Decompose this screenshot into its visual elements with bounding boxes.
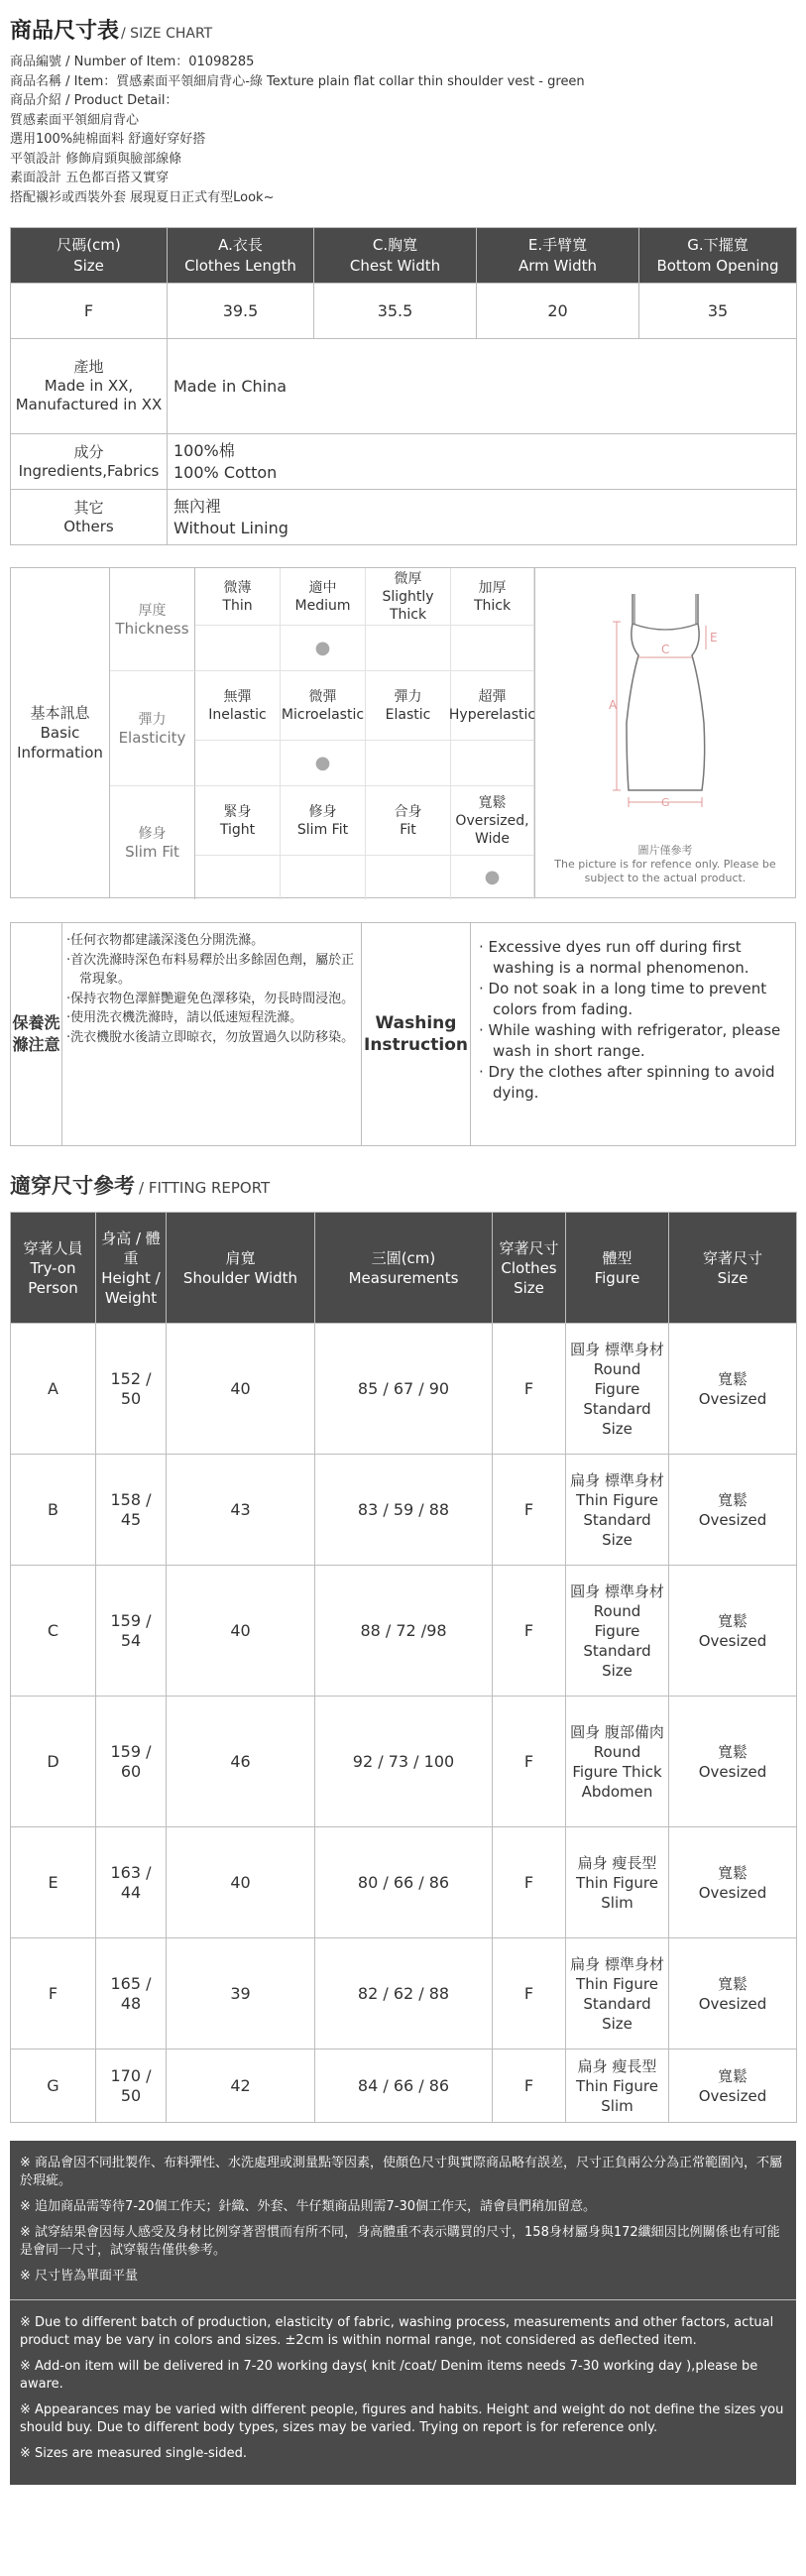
size-zh: 寬鬆 (717, 2066, 748, 2085)
value-en: Without Lining (173, 518, 288, 537)
header-en: Arm Width (518, 256, 598, 275)
size-header-size (11, 228, 168, 284)
fit-cell-size (669, 1455, 797, 1566)
header-zh: G.下擺寬 (687, 235, 748, 254)
label-en: Ingredients,Fabrics (18, 461, 160, 480)
fit-cell-hw: 165 / 48 (96, 1938, 167, 2049)
size-header-length (168, 228, 314, 284)
fit-cell-p: G (11, 2049, 96, 2123)
size-zh: 寬鬆 (717, 1369, 748, 1388)
fabric-value (168, 434, 797, 490)
fit-cell-cs: F (493, 1938, 566, 2049)
label-line: Instruction (364, 1035, 468, 1055)
option-en: Hyperelastic (448, 706, 536, 723)
origin-label (11, 339, 168, 434)
thickness-option (195, 568, 281, 626)
label-line: Washing (375, 1013, 457, 1033)
option-en: Tight (219, 821, 256, 838)
size-cell: 20 (477, 284, 639, 339)
option-en: Elastic (385, 706, 431, 723)
fit-cell-hw: 170 / 50 (96, 2049, 167, 2123)
fit-cell-sw: 46 (167, 1697, 315, 1827)
fit-cell-cs: F (493, 1697, 566, 1827)
category-en: Elasticity (118, 728, 186, 747)
option-zh: 微厚 (394, 570, 422, 587)
size-en: Ovesized (698, 2086, 767, 2105)
fit-cell-figure (566, 1566, 669, 1697)
header-zh: 三圍(cm) (371, 1248, 436, 1267)
fit-cell-figure (566, 1697, 669, 1827)
category-en: Slim Fit (125, 843, 179, 861)
option-zh: 寬鬆 (478, 794, 507, 811)
header-en: Height / Weight (101, 1268, 161, 1307)
figure-en: Round Figure Thick Abdomen (572, 1742, 662, 1801)
fit-row (11, 1455, 797, 1566)
washing-item-zh: ·使用洗衣機洗滌時，請以低速短程洗滌。 (66, 1010, 303, 1025)
title-zh: 商品尺寸表 (10, 19, 120, 44)
fit-header (493, 1213, 566, 1324)
option-zh: 彈力 (394, 688, 422, 705)
option-en: Slightly Thick (382, 588, 434, 623)
size-en: Ovesized (698, 1994, 767, 2013)
header-zh: 穿著尺寸 (702, 1248, 762, 1267)
header-zh: E.手臂寬 (527, 235, 588, 254)
header-zh: 穿著人員 (23, 1238, 83, 1257)
value-zh: 100%棉 (173, 440, 235, 460)
fit-cell-m: 84 / 66 / 86 (315, 2049, 493, 2123)
fit-row (11, 2049, 797, 2123)
size-zh: 寬鬆 (717, 1742, 748, 1761)
fabric-row (11, 434, 797, 490)
thickness-dot-slot (366, 626, 451, 671)
fit-cell-p: E (11, 1827, 96, 1938)
product-info (10, 53, 796, 207)
thickness-option (451, 568, 534, 626)
item-number: 商品編號 / Number of Item：01098285 (10, 55, 255, 69)
basic-information (10, 567, 796, 898)
note-en: ※ Add-on item will be delivered in 7-20 working days( knit /coat/ Denim items needs 7-30 working day ),please be aware. (20, 2359, 758, 2392)
fit-cell-size (669, 1827, 797, 1938)
option-zh: 微薄 (223, 579, 252, 596)
category-zh: 彈力 (138, 711, 167, 728)
option-zh: 緊身 (223, 803, 252, 820)
fit-cell-p: D (11, 1697, 96, 1827)
figure-en: Thin Figure Slim (576, 2076, 658, 2115)
thickness-category (110, 568, 195, 671)
option-en: Medium (294, 597, 351, 614)
fit-cell-sw: 42 (167, 2049, 315, 2123)
washing-list-en (471, 923, 795, 1145)
header-zh: 穿著尺寸 (499, 1238, 559, 1257)
fit-cell-figure (566, 1938, 669, 2049)
option-en: Thick (473, 597, 512, 614)
header-en: Chest Width (349, 256, 441, 275)
garment-figure (534, 568, 795, 897)
vest-diagram-icon (535, 574, 785, 822)
header-en: Bottom Opening (656, 256, 779, 275)
figure-en: Thin Figure Slim (576, 1873, 658, 1912)
washing-list-zh (62, 923, 362, 1145)
value-en: 100% Cotton (173, 462, 278, 482)
note-en: ※ Due to different batch of production, elasticity of fabric, washing process, measurements and other factors, actual product may be vary in colors and sizes. ±2cm is within normal range, not considered as deflected item. (20, 2315, 774, 2348)
size-zh: 寬鬆 (717, 1863, 748, 1882)
header-en: Clothes Size (501, 1258, 557, 1297)
option-en: Microelastic (281, 706, 365, 723)
fit-cell-cs: F (493, 2049, 566, 2123)
detail-line: 平領設計 修飾肩頸與臉部線條 (10, 151, 182, 167)
size-header-chest (314, 228, 477, 284)
fit-cell-size (669, 1324, 797, 1455)
header-zh: 尺碼(cm) (57, 235, 121, 254)
fit-cell-m: 88 / 72 /98 (315, 1566, 493, 1697)
fit-cell-p: B (11, 1455, 96, 1566)
option-en: Slim Fit (296, 821, 349, 838)
option-zh: 適中 (308, 579, 337, 596)
category-en: Thickness (115, 619, 189, 638)
label-en: Manufactured in XX (15, 396, 163, 413)
fit-cell-m: 83 / 59 / 88 (315, 1455, 493, 1566)
thickness-selected-dot-icon: ● (281, 626, 366, 671)
caption-zh: 圖片僅參考 (637, 844, 693, 857)
size-cell: 35 (639, 284, 797, 339)
detail-heading: 商品介紹 / Product Detail： (10, 93, 178, 108)
detail-line: 質感素面平領細肩背心 (10, 112, 140, 128)
fabric-label (11, 434, 168, 490)
fit-option (281, 786, 366, 856)
figure-zh: 圓身 標準身材 (570, 1340, 664, 1358)
option-en: Thin (222, 597, 253, 614)
figure-en: Round Figure Standard Size (583, 1359, 651, 1438)
header-en: Size (717, 1268, 748, 1287)
fit-header (167, 1213, 315, 1324)
caption-en: The picture is for refence only. Please be subject to the actual product. (554, 858, 776, 884)
fit-cell-hw: 159 / 54 (96, 1566, 167, 1697)
elasticity-selected-dot-icon: ● (281, 741, 366, 786)
fit-cell-m: 82 / 62 / 88 (315, 1938, 493, 2049)
label-en: Information (17, 744, 103, 761)
others-label (11, 490, 168, 545)
fit-cell-figure (566, 1324, 669, 1455)
notes-divider (10, 2299, 796, 2300)
header-zh: 體型 (602, 1248, 633, 1267)
detail-line: 搭配襯衫或西裝外套 展現夏日正式有型Look~ (10, 189, 275, 205)
elasticity-option (195, 671, 281, 741)
option-en: Fit (400, 821, 416, 838)
size-zh: 寬鬆 (717, 1490, 748, 1509)
fit-cell-size (669, 1697, 797, 1827)
washing-item-zh: ·保持衣物色澤鮮艷避免色澤移染，勿長時間浸泡。 (66, 991, 355, 1006)
header-en: Measurements (348, 1268, 459, 1287)
elasticity-dot-slot (195, 741, 281, 786)
fit-row (11, 1324, 797, 1455)
note-en: ※ Sizes are measured single-sided. (20, 2446, 248, 2461)
washing-item-en: · Dry the clothes after spinning to avoid dying. (479, 1063, 775, 1102)
header-zh: 肩寬 (225, 1248, 256, 1267)
fit-header (669, 1213, 797, 1324)
option-zh: 超彈 (478, 688, 507, 705)
category-zh: 厚度 (138, 602, 167, 619)
size-zh: 寬鬆 (717, 1974, 748, 1993)
attribute-grid (110, 568, 534, 897)
fit-header (566, 1213, 669, 1324)
header-zh: 身高 / 體重 (101, 1229, 161, 1267)
note-en: ※ Appearances may be varied with different people, figures and habits. Height and weight do not define the sizes you should buy. Due to different body types, sizes may be varied. Trying on report is for reference only. (20, 2402, 784, 2435)
fit-option (451, 786, 534, 856)
fit-cell-size (669, 1566, 797, 1697)
detail-line: 選用100%純棉面料 舒適好穿好搭 (10, 132, 206, 147)
fit-header-row (11, 1213, 797, 1324)
label-zh: 其它 (73, 498, 104, 517)
fit-cell-hw: 158 / 45 (96, 1455, 167, 1566)
fit-header (315, 1213, 493, 1324)
washing-item-zh: ·任何衣物都建議深淺色分開洗滌。 (66, 933, 265, 948)
elasticity-category (110, 671, 195, 786)
size-header-row (11, 228, 797, 284)
fit-cell-m: 80 / 66 / 86 (315, 1827, 493, 1938)
washing-label-zh: 保養洗滌注意 (11, 923, 62, 1145)
fit-row (11, 1566, 797, 1697)
size-table (10, 227, 797, 545)
figure-zh: 扁身 標準身材 (570, 1954, 664, 1973)
fitting-report-title (10, 1170, 796, 1200)
option-zh: 修身 (308, 803, 337, 820)
header-en: Size (73, 256, 104, 275)
fit-option (366, 786, 451, 856)
size-cell: 35.5 (314, 284, 477, 339)
fit-row (11, 1938, 797, 2049)
label-zh: 基本訊息 (30, 704, 90, 722)
fit-cell-sw: 40 (167, 1566, 315, 1697)
size-en: Ovesized (698, 1762, 767, 1781)
figure-zh: 扁身 瘦長型 (577, 1853, 657, 1872)
fit-cell-cs: F (493, 1455, 566, 1566)
figure-en: Thin Figure Standard Size (576, 1974, 658, 2033)
size-en: Ovesized (698, 1883, 767, 1902)
title-en: / SIZE CHART (121, 26, 213, 42)
label-en: Made in XX, (44, 377, 134, 395)
fit-cell-hw: 163 / 44 (96, 1827, 167, 1938)
size-en: Ovesized (698, 1389, 767, 1408)
figure-zh: 圓身 標準身材 (570, 1581, 664, 1600)
fit-table-body (11, 1324, 797, 2123)
option-zh: 合身 (394, 803, 422, 820)
thickness-dot-slot (195, 626, 281, 671)
figure-zh: 扁身 標準身材 (570, 1470, 664, 1489)
fit-dot-slot (195, 856, 281, 899)
origin-row (11, 339, 797, 434)
fit-cell-hw: 159 / 60 (96, 1697, 167, 1827)
option-en: Oversized, Wide (455, 812, 529, 847)
label-zh: 產地 (73, 358, 104, 376)
header-zh: A.衣長 (218, 235, 263, 254)
header-en: Figure (594, 1268, 640, 1287)
header-en: Try-on Person (28, 1258, 78, 1297)
fit-dot-slot (366, 856, 451, 899)
option-zh: 無彈 (223, 688, 252, 705)
fit-cell-figure (566, 1827, 669, 1938)
size-chart-title (10, 14, 796, 45)
option-zh: 加厚 (478, 579, 507, 596)
fit-cell-p: F (11, 1938, 96, 2049)
figure-en: Thin Figure Standard Size (576, 1490, 658, 1549)
size-en: Ovesized (698, 1510, 767, 1529)
fit-cell-hw: 152 / 50 (96, 1324, 167, 1455)
fit-cell-sw: 43 (167, 1455, 315, 1566)
fit-header (11, 1213, 96, 1324)
size-header-arm (477, 228, 639, 284)
washing-label-en (362, 923, 471, 1145)
note-zh: ※ 商品會因不同批製作、布料彈性、水洗處理或測量點等因素，使顏色尺寸與實際商品略有誤差，尺寸正負兩公分為正常範圍內，不屬於瑕疵。 (20, 2156, 783, 2188)
thickness-option (281, 568, 366, 626)
thickness-dot-slot (451, 626, 534, 671)
elasticity-dot-slot (366, 741, 451, 786)
others-value (168, 490, 797, 545)
notes-box (10, 2141, 796, 2485)
washing-item-zh: ·首次洗滌時深色布料易釋於出多餘固色劑，屬於正常現象。 (66, 952, 355, 987)
others-row (11, 490, 797, 545)
figure-zh: 扁身 瘦長型 (577, 2056, 657, 2075)
fit-cell-p: A (11, 1324, 96, 1455)
fit-cell-cs: F (493, 1324, 566, 1455)
size-row-f (11, 284, 797, 339)
item-name: 商品名稱 / Item：質感素面平領細肩背心-綠 Texture plain flat collar thin shoulder vest - green (10, 73, 585, 89)
label-en: Others (63, 517, 114, 535)
fit-title-en: / FITTING REPORT (139, 1179, 271, 1197)
elasticity-option (366, 671, 451, 741)
note-zh: ※ 尺寸皆為單面平量 (20, 2269, 139, 2283)
note-zh: ※ 試穿結果會因每人感受及身材比例穿著習慣而有所不同，身高體重不表示購買的尺寸，158身材屬身與172纖細因比例關係也有可能是會同一尺寸，試穿報告僅供參考。 (20, 2225, 780, 2258)
size-cell: F (11, 284, 168, 339)
thickness-option (366, 568, 451, 626)
fit-cell-m: 85 / 67 / 90 (315, 1324, 493, 1455)
elasticity-option (448, 671, 536, 741)
size-cell: 39.5 (168, 284, 314, 339)
fit-cell-cs: F (493, 1827, 566, 1938)
fit-cell-sw: 40 (167, 1324, 315, 1455)
figure-zh: 圓身 腹部備肉 (570, 1722, 664, 1741)
fit-cell-size (669, 2049, 797, 2123)
basic-info-label (11, 568, 110, 897)
fit-cell-cs: F (493, 1566, 566, 1697)
figure-caption (535, 844, 795, 885)
fit-selected-dot-icon: ● (451, 856, 534, 899)
fit-cell-sw: 40 (167, 1827, 315, 1938)
label-zh: 成分 (73, 442, 104, 461)
elasticity-dot-slot (451, 741, 534, 786)
figure-en: Round Figure Standard Size (583, 1601, 651, 1680)
fit-category (110, 786, 195, 899)
fit-row (11, 1827, 797, 1938)
note-zh: ※ 追加商品需等待7-20個工作天；針織、外套、牛仔類商品則需7-30個工作天，請會員們稍加留意。 (20, 2199, 597, 2214)
value-zh: 無內裡 (173, 496, 222, 516)
category-zh: 修身 (138, 826, 167, 842)
detail-line: 素面設計 五色都百搭又實穿 (10, 171, 170, 185)
fit-dot-slot (281, 856, 366, 899)
washing-item-zh: ·洗衣機脫水後請立即晾衣，勿放置過久以防移染。 (66, 1029, 355, 1045)
header-zh: C.胸寬 (372, 235, 418, 254)
fitting-table (10, 1212, 797, 2123)
fit-cell-m: 92 / 73 / 100 (315, 1697, 493, 1827)
size-header-bottom (639, 228, 797, 284)
size-en: Ovesized (698, 1631, 767, 1650)
header-en: Clothes Length (184, 256, 296, 275)
fit-cell-size (669, 1938, 797, 2049)
fit-option (195, 786, 281, 856)
fit-row (11, 1697, 797, 1827)
option-zh: 微彈 (308, 688, 337, 705)
figure-label-g: G (661, 796, 670, 809)
washing-instruction (10, 922, 796, 1146)
label-en: Basic (40, 724, 80, 742)
washing-item-en: · Do not soak in a long time to prevent colors from fading. (479, 980, 767, 1018)
fit-cell-figure (566, 1455, 669, 1566)
header-en: Shoulder Width (182, 1268, 298, 1287)
option-en: Inelastic (208, 706, 267, 723)
fit-title-zh: 適穿尺寸參考 (10, 1174, 135, 1198)
size-zh: 寬鬆 (717, 1611, 748, 1630)
washing-item-en: · While washing with refrigerator, please wash in short range. (479, 1021, 781, 1060)
figure-label-a: A (609, 698, 618, 712)
fit-cell-p: C (11, 1566, 96, 1697)
fit-cell-figure (566, 2049, 669, 2123)
figure-label-e: E (710, 631, 718, 644)
elasticity-option (281, 671, 366, 741)
figure-label-c: C (661, 643, 670, 656)
washing-item-en: · Excessive dyes run off during first washing is a normal phenomenon. (479, 938, 749, 977)
fit-header (96, 1213, 167, 1324)
fit-cell-sw: 39 (167, 1938, 315, 2049)
origin-value: Made in China (168, 339, 797, 434)
